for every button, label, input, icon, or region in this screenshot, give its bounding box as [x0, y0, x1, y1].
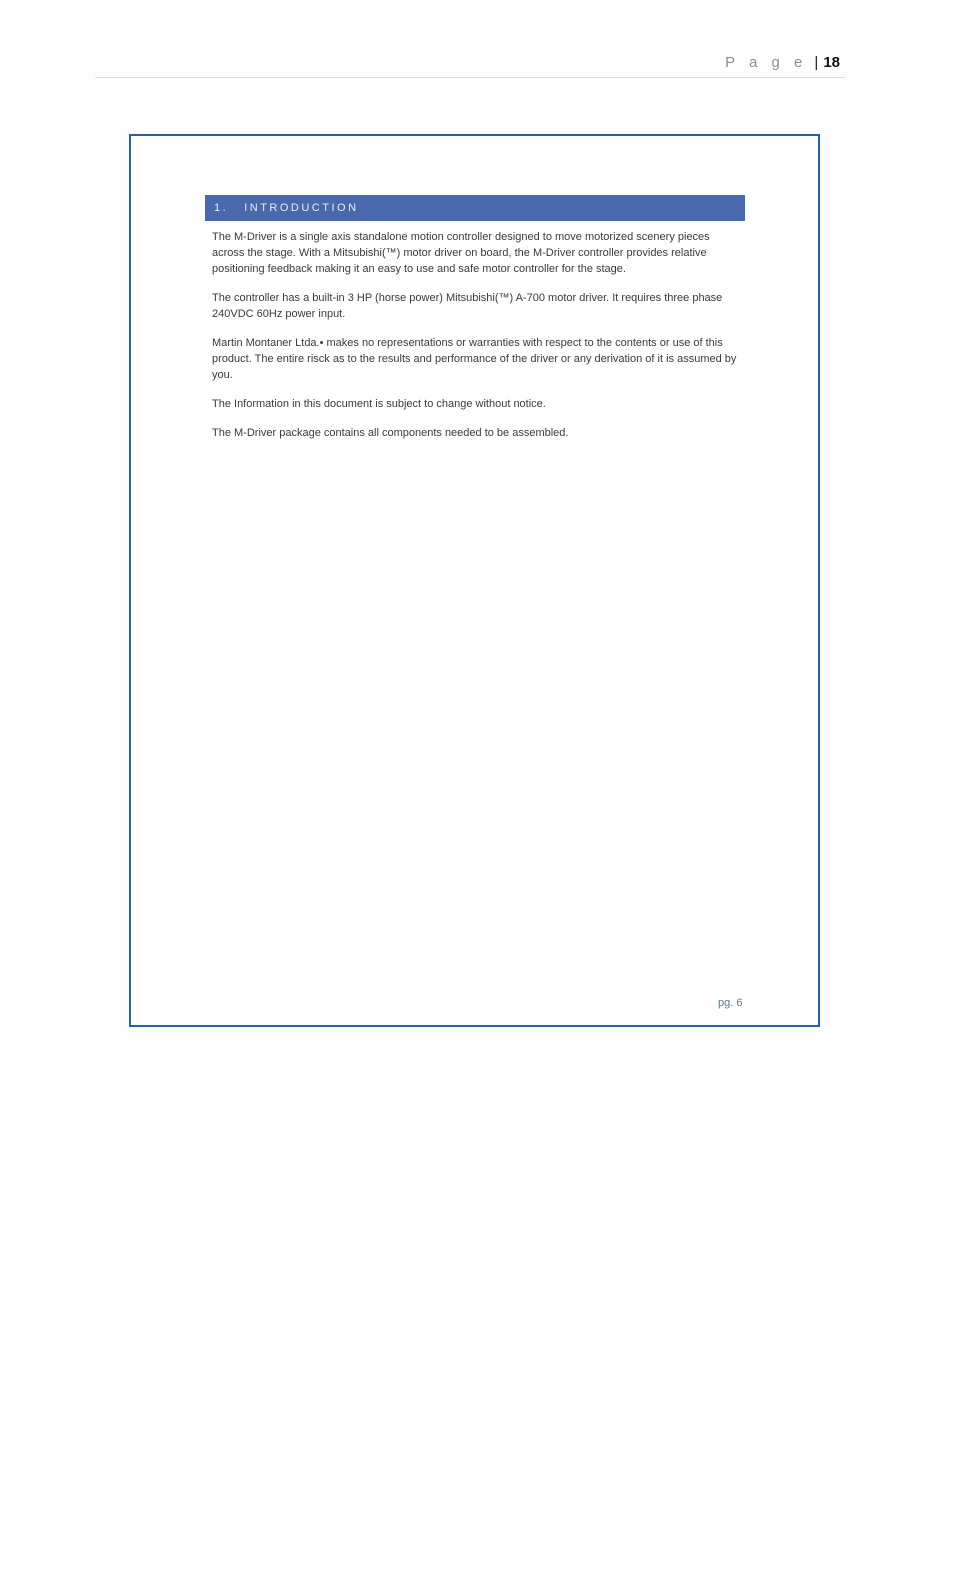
page-header-label: P a g e: [725, 54, 808, 71]
page-header-number: 18: [823, 54, 840, 71]
header-rule: [95, 77, 845, 78]
paragraph-package: The M-Driver package contains all components needed to be assembled.: [212, 427, 569, 439]
body-text-column: [212, 229, 739, 454]
section-number: 1.: [214, 202, 229, 214]
paragraph-controller-specs: The controller has a built-in 3 HP (horse power) Mitsubishi(™) A-700 motor driver. It requires three phase 240VDC 60Hz power input.: [212, 292, 723, 320]
running-header: [725, 54, 840, 71]
document-frame: [129, 134, 820, 1027]
paragraph-intro: The M-Driver is a single axis standalone motion controller designed to move motorized scenery pieces across the stage. With a Mitsubishi(™) motor driver on board, the M-Driver controller provides relative positioning feedback making it an easy to use and safe motor controller for the stage.: [212, 231, 710, 275]
section-heading-bar: [205, 195, 745, 221]
paragraph-warranty: Martin Montaner Ltda.• makes no representations or warranties with respect to the contents or use of this product. The entire risck as to the results and performance of the driver or any derivation of it is assumed by you.: [212, 337, 737, 381]
page-header-separator: |: [814, 54, 819, 71]
section-title: INTRODUCTION: [244, 202, 359, 214]
inner-page-number: pg. 6: [718, 997, 743, 1009]
paragraph-notice: The Information in this document is subject to change without notice.: [212, 398, 546, 410]
